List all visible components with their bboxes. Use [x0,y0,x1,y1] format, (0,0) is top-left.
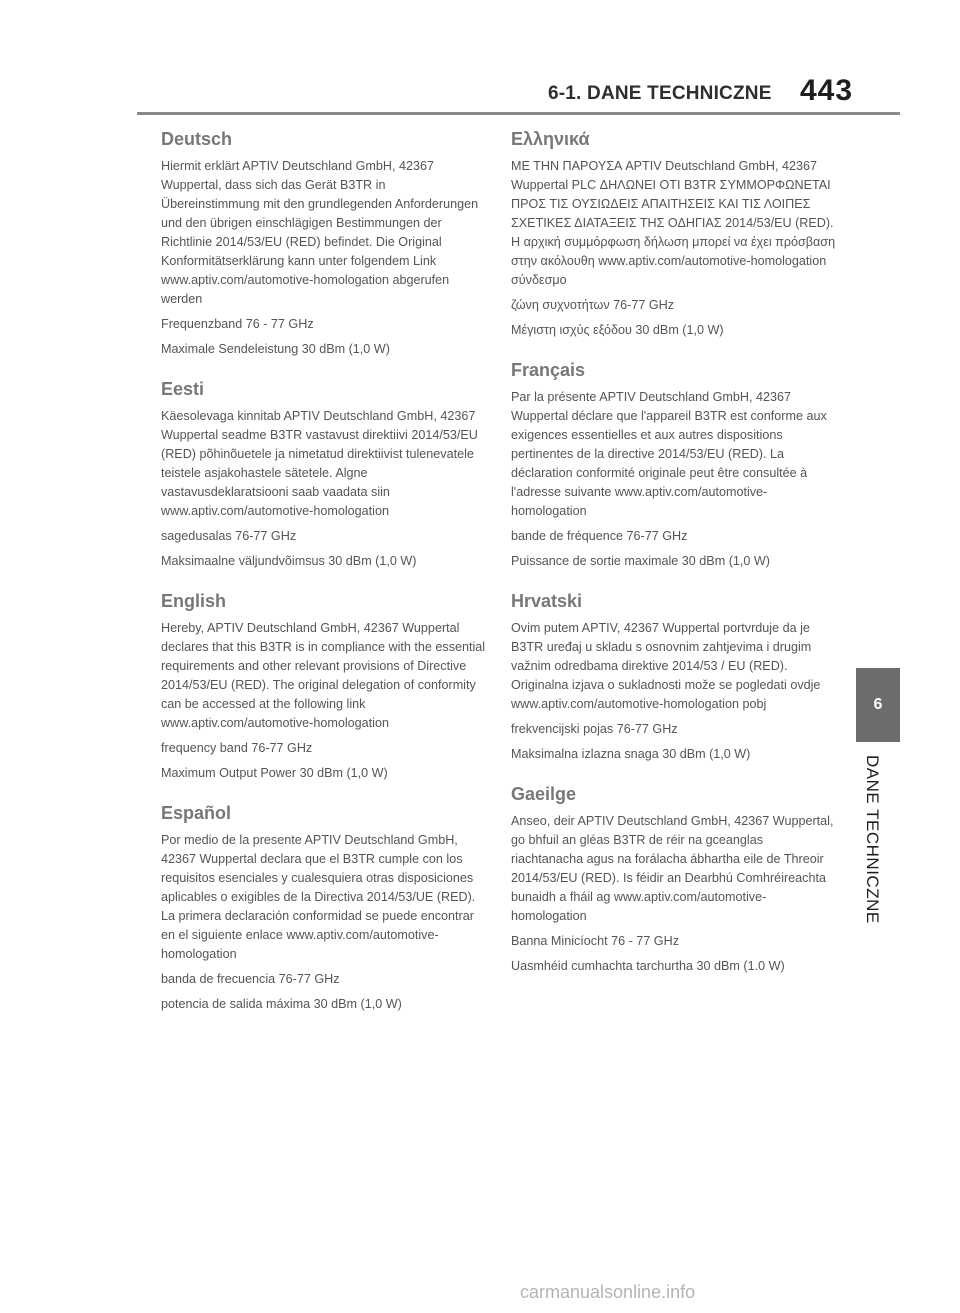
power-line: Maksimalna izlazna snaga 30 dBm (1,0 W) [511,747,751,761]
section-espanol [161,800,486,1014]
section-english [161,588,486,783]
power-line: Puissance de sortie maximale 30 dBm (1,0 W) [511,554,770,568]
right-column [511,126,836,976]
power-line: Μέγιστη ισχύς εξόδου 30 dBm (1,0 W) [511,323,724,337]
power-line: Maximale Sendeleistung 30 dBm (1,0 W) [161,342,390,356]
power-line: Maksimaalne väljundvõimsus 30 dBm (1,0 W) [161,554,417,568]
section-spacer [511,764,836,781]
section-heading: Deutsch [161,129,233,149]
section-heading: Ελληνικά [511,129,590,149]
section-eesti [161,376,486,571]
section-deutsch [161,126,486,359]
frequency-line: sagedusalas 76-77 GHz [161,529,297,543]
left-column [161,126,486,1014]
power-line: potencia de salida máxima 30 dBm (1,0 W) [161,997,402,1011]
watermark: carmanualsonline.info [520,1282,696,1302]
frequency-line: frequency band 76-77 GHz [161,741,313,755]
chapter-tab[interactable] [856,668,900,742]
page-number: 443 [800,74,854,107]
chapter-number: 6 [873,696,883,713]
section-spacer [511,571,836,588]
power-line: Uasmhéid cumhachta tarchurtha 30 dBm (1.0 W) [511,959,785,973]
section-spacer [161,359,486,376]
section-spacer [161,783,486,800]
frequency-line: Frequenzband 76 - 77 GHz [161,317,314,331]
section-body: Käesolevaga kinnitab APTIV Deutschland GmbH, 42367 Wuppertal seadme B3TR vastavust direktiivi 2014/53/EU (RED) põhinõuetele ja nimetatud direktiivist tulenevatele teistele asjakohastele sätetele. Algne vastavusdeklaratsiooni saab vaadata siin www.aptiv.com/automotive-homologation [161,409,478,518]
section-heading: Español [161,803,232,823]
frequency-line: ζώνη συχνοτήτων 76-77 GHz [511,298,675,312]
section-title: 6-1. DANE TECHNICZNE [548,83,772,104]
section-ellinika [511,126,836,340]
power-line: Maximum Output Power 30 dBm (1,0 W) [161,766,388,780]
section-heading: Eesti [161,379,205,399]
section-spacer [511,340,836,357]
section-body: Hiermit erklärt APTIV Deutschland GmbH, 42367 Wuppertal, dass sich das Gerät B3TR in Übereinstimmung mit den grundlegenden Anforderungen und den übrigen einschlägigen Bestimmungen der Richtlinie 2014/53/EU (RED) befindet. Die Original Konformitätserklärung kann unter folgendem Link www.aptiv.com/automotive-homologation abgerufen werden [161,159,479,306]
frequency-line: bande de fréquence 76-77 GHz [511,529,688,543]
section-heading: Hrvatski [511,591,583,611]
chapter-label [862,755,892,930]
section-spacer [161,571,486,588]
section-heading: Français [511,360,586,380]
section-francais [511,357,836,571]
page-header [0,0,960,120]
section-body: Por medio de la presente APTIV Deutschland GmbH, 42367 Wuppertal declara que el B3TR cumple con los requisitos esenciales y cualesquiera otras disposiciones aplicables o exigibles de la Directiva 2014/53/UE (RED). La primera declaración conformidad se puede encontrar en el siguiente enlace www.aptiv.com/automotive-homologation [161,833,476,961]
frequency-line: frekvencijski pojas 76-77 GHz [511,722,678,736]
section-body: ΜΕ ΤΗΝ ΠΑΡΟΥΣΑ APTIV Deutschland GmbH, 42367 Wuppertal PLC ΔΗΛΩΝΕΙ ΟΤΙ B3TR ΣΥΜΜΟΡΦΩΝΕΤΑΙ ΠΡΟΣ ΤΙΣ ΟΥΣΙΩΔΕΙΣ ΑΠΑΙΤΗΣΕΙΣ ΚΑΙ ΤΙΣ ΛΟΙΠΕΣ ΣΧΕΤΙΚΕΣ ΔΙΑΤΑΞΕΙΣ ΤΗΣ ΟΔΗΓΙΑΣ 2014/53/EU (RED). Η αρχική συμμόρφωση δήλωση μπορεί να έχει πρόσβαση στην ακόλουθη www.aptiv.com/automotive-homologation σύνδεσμο [511,159,836,287]
section-heading: English [161,591,227,611]
section-hrvatski [511,588,836,764]
header-divider [137,112,900,115]
section-body: Hereby, APTIV Deutschland GmbH, 42367 Wuppertal declares that this B3TR is in compliance with the essential requirements and other relevant provisions of Directive 2014/53/EU (RED). The original delegation of conformity can be accessed at the following link www.aptiv.com/automotive-homologation [161,621,486,730]
section-body: Anseo, deir APTIV Deutschland GmbH, 42367 Wuppertal, go bhfuil an gléas B3TR de réir na gceanglas riachtanacha agus na forálacha ábhartha eile de Threoir 2014/53/EU (RED). Is féidir an Dearbhú Comhréireachta bunaidh a fháil ag www.aptiv.com/automotive-homologation [511,814,834,923]
section-heading: Gaeilge [511,784,577,804]
section-gaeilge [511,781,836,976]
frequency-line: banda de frecuencia 76-77 GHz [161,972,340,986]
section-body: Ovim putem APTIV, 42367 Wuppertal portvrduje da je B3TR uređaj u skladu s osnovnim zahtjevima i drugim važnim odredbama direktive 2014/53 / EU (RED). Originalna izjava o sukladnosti može se pogledati ovdje www.aptiv.com/automotive-homologation pobj [511,621,821,711]
chapter-title: DANE TECHNICZNE [863,755,882,924]
frequency-line: Banna Minicíocht 76 - 77 GHz [511,934,679,948]
section-body: Par la présente APTIV Deutschland GmbH, 42367 Wuppertal déclare que l'appareil B3TR est conforme aux exigences essentielles et aux autres dispositions pertinentes de la directive 2014/53/EU (RED). La déclaration conformité originale peut être consultée à l'adresse suivante www.aptiv.com/automotive-homologation [511,390,827,518]
